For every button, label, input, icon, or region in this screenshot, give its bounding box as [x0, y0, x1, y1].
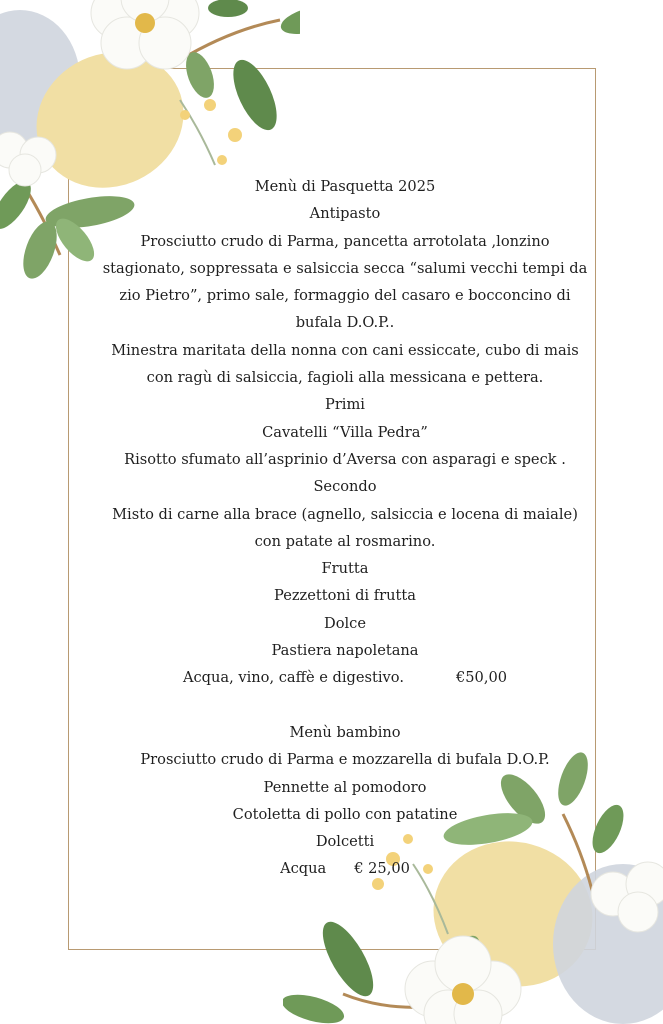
menu-line: stagionato, soppressata e salsiccia secca “salumi vecchi tempi da — [102, 259, 588, 277]
section-heading-frutta: Frutta — [321, 560, 369, 578]
menu-line: Prosciutto crudo di Parma e mozzarella di bufala D.O.P. — [140, 751, 550, 769]
drinks-line — [80, 664, 610, 691]
menu-line: Prosciutto crudo di Parma, pancetta arrotolata ,lonzino — [140, 232, 550, 250]
menu-line: Misto di carne alla brace (agnello, salsiccia e locena di maiale) — [112, 505, 578, 523]
bud-shape — [217, 155, 227, 165]
menu-line: Minestra maritata della nonna con cani essiccate, cubo di mais — [111, 341, 579, 359]
leaf-shape — [208, 0, 248, 17]
leaf-shape — [278, 1, 300, 40]
drinks-text: Acqua, vino, caffè e digestivo. — [182, 669, 404, 687]
menu-line: Pastiera napoletana — [271, 642, 419, 660]
menu-line: con ragù di salsiccia, fagioli alla messicana e pettera. — [146, 369, 544, 387]
menu-line: zio Pietro”, primo sale, formaggio del casaro e bocconcino di — [119, 287, 571, 305]
menu-line: Cavatelli “Villa Pedra” — [262, 423, 428, 441]
leaf-shape — [224, 54, 285, 136]
kids-menu-price: € 25,00 — [354, 860, 410, 878]
menu-line: Dolcetti — [315, 833, 375, 851]
leaf-shape — [313, 915, 383, 1004]
flower-shape — [91, 0, 199, 69]
menu-price: €50,00 — [455, 669, 508, 687]
menu-line: con patate al rosmarino. — [254, 532, 436, 550]
flower-shape — [0, 132, 56, 186]
section-heading-antipasto: Antipasto — [309, 205, 381, 223]
leaf-shape — [283, 989, 347, 1024]
menu-line: Pezzettoni di frutta — [274, 587, 416, 605]
menu-title: Menù di Pasquetta 2025 — [254, 178, 436, 195]
bud-shape — [180, 110, 190, 120]
kids-menu-title: Menù bambino — [289, 723, 401, 741]
kids-drink-text: Acqua — [280, 860, 327, 878]
kids-drink-line — [80, 855, 610, 882]
menu-line: Risotto sfumato all’asprinio d’Aversa con asparagi e speck . — [124, 450, 566, 468]
section-heading-primi: Primi — [325, 396, 365, 414]
section-spacer — [80, 692, 610, 719]
section-heading-secondo: Secondo — [313, 478, 377, 496]
section-heading-dolce: Dolce — [324, 614, 366, 632]
menu-line: bufala D.O.P.. — [295, 314, 395, 332]
menu-line: Cotoletta di pollo con patatine — [232, 805, 458, 823]
menu-content — [80, 173, 610, 883]
bud-shape — [228, 128, 242, 142]
bud-shape — [204, 99, 216, 111]
menu-line: Pennette al pomodoro — [263, 778, 427, 796]
